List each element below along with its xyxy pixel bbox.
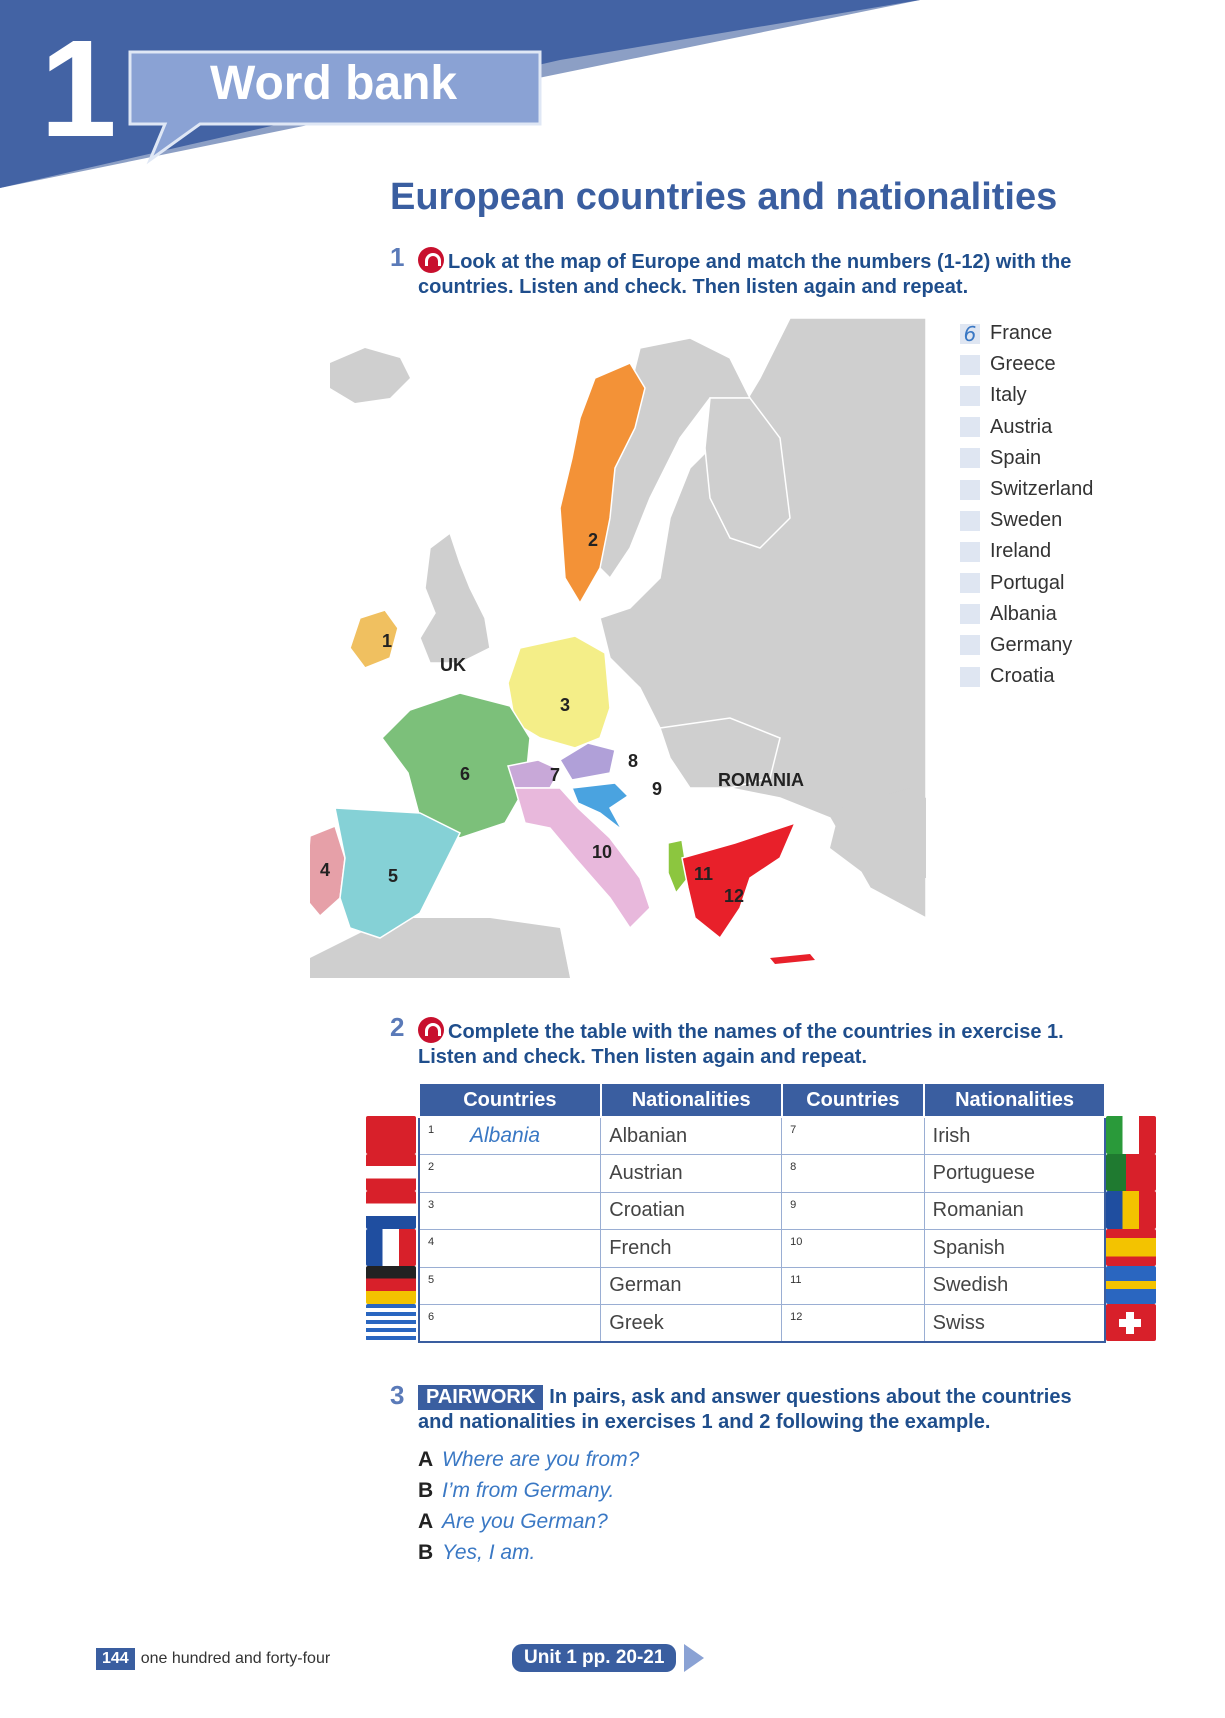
country-answer bbox=[428, 1274, 470, 1297]
checklist-country: Germany bbox=[990, 633, 1073, 656]
answer-box[interactable] bbox=[960, 635, 980, 655]
country-cell[interactable] bbox=[419, 1192, 601, 1230]
checklist-country: Greece bbox=[990, 353, 1056, 376]
flag-romania bbox=[1106, 1191, 1156, 1229]
checklist-item bbox=[960, 536, 1093, 567]
table-row bbox=[419, 1117, 1105, 1155]
flag-greece bbox=[366, 1304, 416, 1342]
row-number: 4 bbox=[428, 1236, 435, 1248]
row-number: 1 bbox=[428, 1124, 435, 1136]
map-label-8: 8 bbox=[628, 751, 639, 771]
checklist-country: France bbox=[990, 322, 1053, 345]
map-label-9: 9 bbox=[652, 779, 663, 799]
country-answer bbox=[428, 1199, 470, 1222]
nationality-cell: Spanish bbox=[924, 1230, 1105, 1268]
country-cell[interactable] bbox=[782, 1192, 925, 1230]
page-number-words: one hundred and forty-four bbox=[140, 1650, 331, 1667]
nationality-cell: Irish bbox=[924, 1117, 1105, 1155]
answer-box[interactable] bbox=[960, 667, 980, 687]
arrow-right-icon[interactable] bbox=[684, 1644, 704, 1672]
flag-croatia bbox=[366, 1191, 416, 1229]
checklist-item bbox=[960, 599, 1093, 630]
map-label-10: 10 bbox=[592, 842, 613, 862]
checklist-item bbox=[960, 474, 1093, 505]
flags-right bbox=[1106, 1116, 1156, 1341]
exercise-1-instruction bbox=[418, 247, 1098, 300]
flag-france bbox=[366, 1229, 416, 1267]
speaker: B bbox=[418, 1540, 434, 1564]
unit-number: 1 bbox=[40, 12, 117, 166]
exercise-2-text: Complete the table with the names of the countries in exercise 1. Listen and check. Then listen again and repeat. bbox=[418, 1021, 1064, 1068]
row-number: 3 bbox=[428, 1198, 435, 1211]
country-cell[interactable] bbox=[782, 1155, 925, 1193]
answer-box[interactable] bbox=[960, 355, 980, 375]
map-label-4: 4 bbox=[320, 860, 331, 880]
flag-ireland bbox=[1106, 1116, 1156, 1154]
map-label-11: 11 bbox=[694, 864, 714, 884]
map-label-uk: UK bbox=[440, 655, 466, 675]
flag-austria bbox=[366, 1154, 416, 1192]
unit-reference-label[interactable]: Unit 1 pp. 20-21 bbox=[512, 1644, 676, 1672]
checklist-country: Sweden bbox=[990, 509, 1063, 532]
checklist-country: Croatia bbox=[990, 665, 1055, 688]
example-dialogue bbox=[418, 1444, 639, 1568]
flag-germany bbox=[366, 1266, 416, 1304]
answer-box[interactable] bbox=[960, 480, 980, 500]
row-number: 12 bbox=[790, 1311, 803, 1323]
line-text: Where are you from? bbox=[442, 1447, 640, 1471]
checklist-country: Switzerland bbox=[990, 478, 1094, 501]
checklist-item bbox=[960, 443, 1093, 474]
exercise-2-instruction bbox=[418, 1017, 1098, 1070]
map-label-6: 6 bbox=[460, 764, 471, 784]
checklist-item bbox=[960, 380, 1093, 411]
map-label-1: 1 bbox=[382, 631, 393, 651]
speaker: B bbox=[418, 1478, 434, 1502]
dialogue-line bbox=[418, 1506, 639, 1537]
nationality-cell: Swiss bbox=[924, 1305, 1105, 1343]
checklist-item bbox=[960, 568, 1093, 599]
country-answer bbox=[790, 1199, 832, 1222]
audio-icon[interactable] bbox=[418, 1017, 444, 1043]
checklist-country: Portugal bbox=[990, 571, 1065, 594]
word-bank-title: Word bank bbox=[210, 57, 458, 110]
header-countries-2: Countries bbox=[782, 1083, 925, 1117]
row-number: 8 bbox=[790, 1161, 797, 1173]
country-cell[interactable] bbox=[782, 1230, 925, 1268]
row-number: 9 bbox=[790, 1198, 797, 1211]
map-label-3: 3 bbox=[560, 695, 571, 715]
checklist-item bbox=[960, 318, 1093, 349]
checklist-item bbox=[960, 349, 1093, 380]
audio-icon[interactable] bbox=[418, 247, 444, 273]
exercise-3-text: In pairs, ask and answer questions about the countries and nationalities in exercises 1 and 2 following the example. bbox=[418, 1386, 1072, 1433]
flag-switzerland bbox=[1106, 1304, 1156, 1342]
map-label-5: 5 bbox=[388, 866, 399, 886]
nationality-cell: Swedish bbox=[924, 1267, 1105, 1305]
answer-box[interactable]: 6 bbox=[960, 324, 980, 344]
header-countries-1: Countries bbox=[419, 1083, 601, 1117]
map-label-2: 2 bbox=[588, 530, 599, 550]
country-cell[interactable] bbox=[419, 1305, 601, 1343]
exercise-1-text: Look at the map of Europe and match the numbers (1-12) with the countries. Listen and check. Then listen again and repeat. bbox=[418, 251, 1072, 298]
country-answer bbox=[790, 1124, 832, 1147]
nationality-cell: Portuguese bbox=[924, 1155, 1105, 1193]
nationality-cell: Greek bbox=[601, 1305, 782, 1343]
countries-table bbox=[418, 1082, 1106, 1343]
country-answer bbox=[428, 1311, 470, 1334]
answer-box[interactable] bbox=[960, 542, 980, 562]
answer-box[interactable] bbox=[960, 448, 980, 468]
flag-portugal bbox=[1106, 1154, 1156, 1192]
section-title: European countries and nationalities bbox=[390, 176, 1058, 218]
country-answer bbox=[428, 1236, 470, 1259]
pairwork-tag: PAIRWORK bbox=[418, 1385, 543, 1410]
banner-shape bbox=[0, 0, 1225, 200]
header-nationalities-2: Nationalities bbox=[924, 1083, 1105, 1117]
nationality-cell: French bbox=[601, 1230, 782, 1268]
header-nationalities-1: Nationalities bbox=[601, 1083, 782, 1117]
country-cell[interactable] bbox=[419, 1117, 601, 1155]
checklist-country: Spain bbox=[990, 446, 1042, 469]
row-number: 2 bbox=[428, 1161, 435, 1173]
country-cell[interactable] bbox=[782, 1267, 925, 1305]
row-number: 5 bbox=[428, 1273, 435, 1286]
footer-page bbox=[96, 1648, 330, 1670]
page-number: 144 bbox=[96, 1648, 135, 1670]
table-row bbox=[419, 1267, 1105, 1305]
flag-spain bbox=[1106, 1229, 1156, 1267]
checklist-item bbox=[960, 630, 1093, 661]
answer-box[interactable] bbox=[960, 417, 980, 437]
country-cell[interactable] bbox=[419, 1155, 601, 1193]
checklist-country: Albania bbox=[990, 602, 1057, 625]
table-row bbox=[419, 1305, 1105, 1343]
flag-albania bbox=[366, 1116, 416, 1154]
line-text: Are you German? bbox=[442, 1509, 608, 1533]
country-cell[interactable] bbox=[419, 1230, 601, 1268]
row-number: 10 bbox=[790, 1236, 803, 1248]
row-number: 11 bbox=[790, 1273, 802, 1286]
nationality-cell: Romanian bbox=[924, 1192, 1105, 1230]
answer-box[interactable] bbox=[960, 604, 980, 624]
dialogue-line bbox=[418, 1475, 639, 1506]
country-cell[interactable] bbox=[782, 1117, 925, 1155]
nationality-cell: Albanian bbox=[601, 1117, 782, 1155]
exercise-3-instruction bbox=[418, 1385, 1098, 1435]
answer-box[interactable] bbox=[960, 386, 980, 406]
flags-left bbox=[366, 1116, 416, 1341]
speaker: A bbox=[418, 1447, 434, 1471]
exercise-1-number: 1 bbox=[390, 242, 405, 272]
checklist-country: Ireland bbox=[990, 540, 1052, 563]
answer-box[interactable] bbox=[960, 511, 980, 531]
answer-box[interactable] bbox=[960, 573, 980, 593]
table-row bbox=[419, 1192, 1105, 1230]
dialogue-line bbox=[418, 1444, 639, 1475]
header-banner bbox=[0, 0, 1225, 200]
country-cell[interactable] bbox=[782, 1305, 925, 1343]
country-cell[interactable] bbox=[419, 1267, 601, 1305]
line-text: I’m from Germany. bbox=[442, 1478, 615, 1502]
unit-reference[interactable] bbox=[512, 1644, 704, 1672]
country-checklist bbox=[960, 318, 1093, 692]
country-answer: Albania bbox=[470, 1124, 541, 1147]
table-row bbox=[419, 1155, 1105, 1193]
checklist-item bbox=[960, 505, 1093, 536]
map-label-romania: ROMANIA bbox=[718, 770, 804, 790]
flag-sweden bbox=[1106, 1266, 1156, 1304]
speaker: A bbox=[418, 1509, 434, 1533]
row-number: 7 bbox=[790, 1124, 797, 1136]
row-number: 6 bbox=[428, 1311, 435, 1323]
map-label-12: 12 bbox=[724, 886, 745, 906]
checklist-item bbox=[960, 412, 1093, 443]
country-answer bbox=[790, 1161, 832, 1184]
line-text: Yes, I am. bbox=[442, 1540, 536, 1564]
table-row bbox=[419, 1230, 1105, 1268]
nationality-cell: German bbox=[601, 1267, 782, 1305]
checklist-item bbox=[960, 661, 1093, 692]
europe-map bbox=[310, 318, 926, 978]
country-answer bbox=[428, 1161, 470, 1184]
checklist-country: Austria bbox=[990, 415, 1053, 438]
map-label-7: 7 bbox=[550, 765, 561, 785]
dialogue-line bbox=[418, 1537, 639, 1568]
checklist-country: Italy bbox=[990, 384, 1027, 407]
exercise-2-number: 2 bbox=[390, 1012, 405, 1042]
exercise-3-number: 3 bbox=[390, 1380, 405, 1410]
nationality-cell: Croatian bbox=[601, 1192, 782, 1230]
nationality-cell: Austrian bbox=[601, 1155, 782, 1193]
